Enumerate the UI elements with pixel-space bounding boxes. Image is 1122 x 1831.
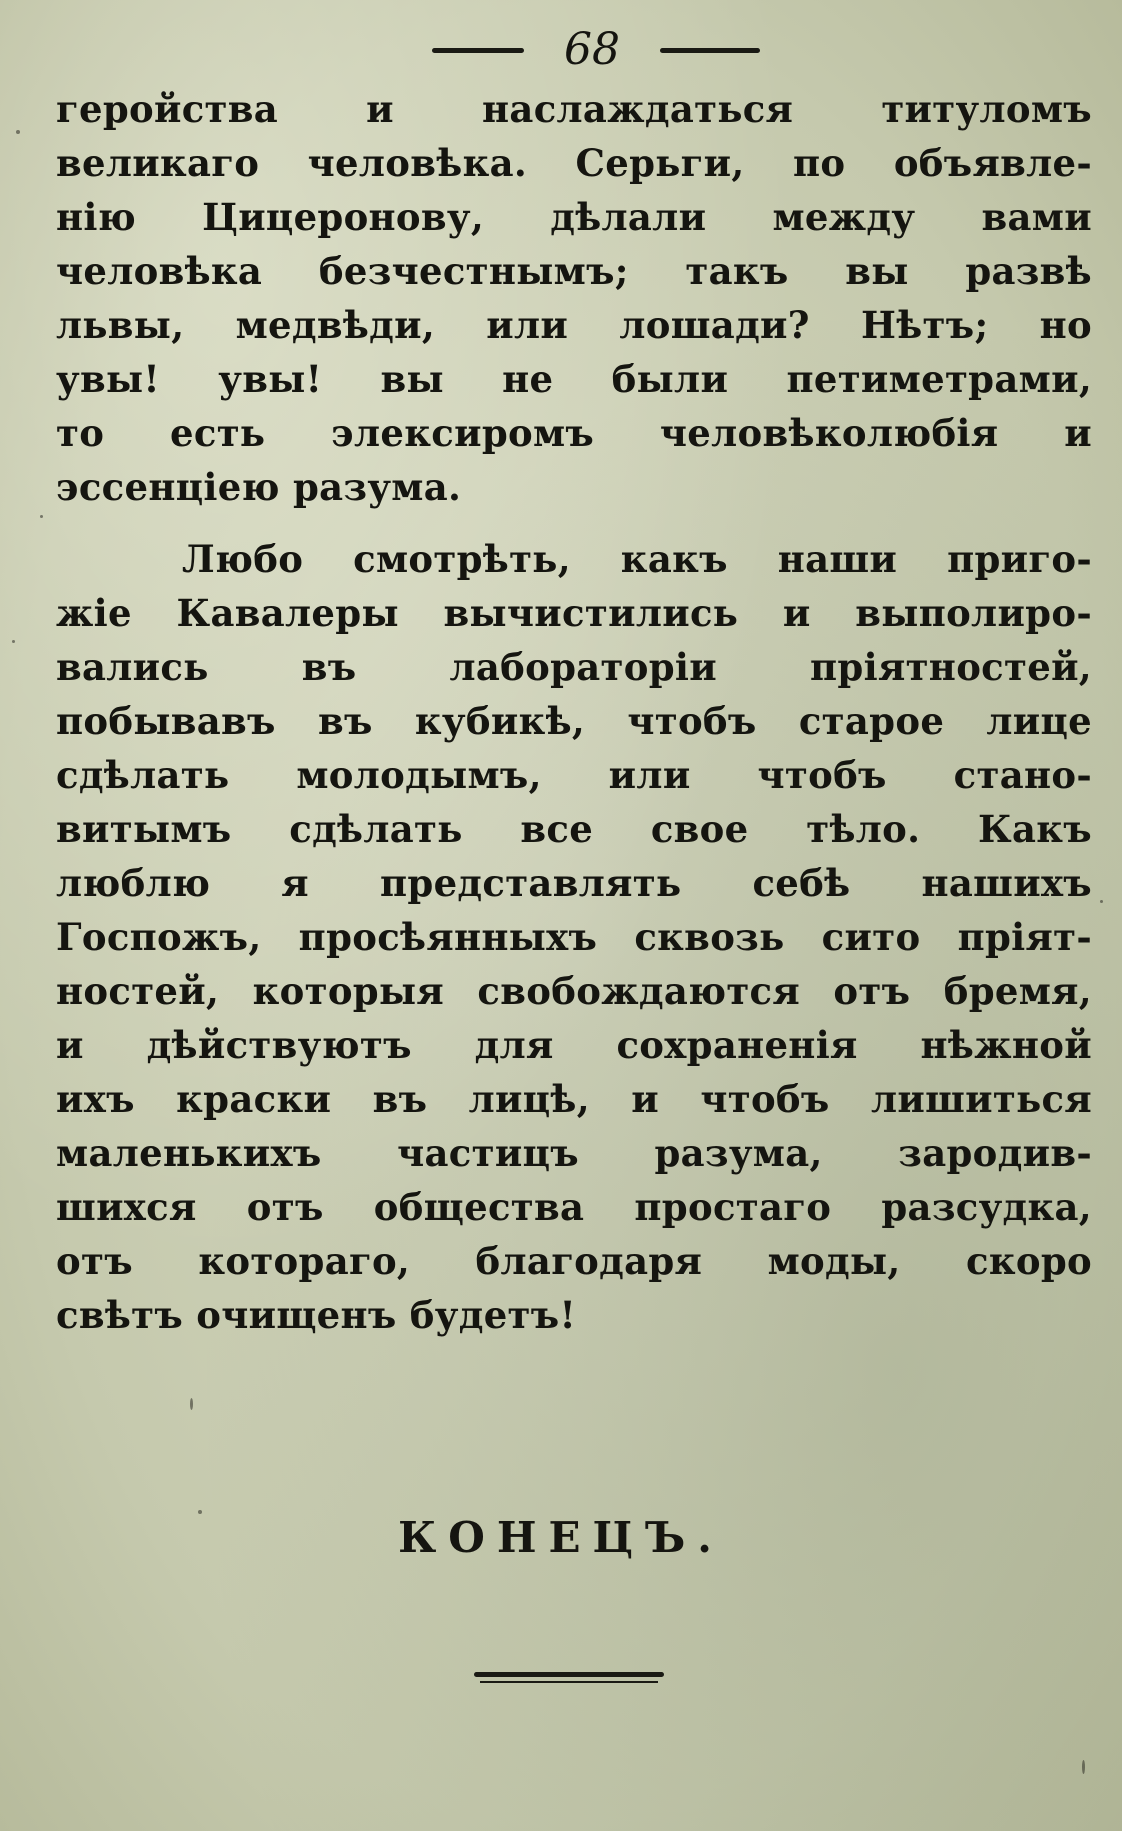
text-line: жіе Кавалеры вычистились и выполиро-	[56, 591, 1092, 635]
text-line: витымъ сдѣлать все свое тѣло. Какъ	[56, 807, 1092, 851]
text-line: побывавъ въ кубикѣ, чтобъ старое лице	[56, 699, 1092, 743]
text-line: львы, медвѣди, или лошади? Нѣтъ; но	[56, 303, 1092, 347]
text-line: человѣка безчестнымъ; такъ вы развѣ	[56, 249, 1092, 293]
text-line: ностей, которыя свобождаются отъ бремя,	[56, 969, 1092, 1013]
text-line: эссенціею разума.	[56, 465, 462, 509]
finis-heading: КОНЕЦЪ.	[398, 1513, 724, 1562]
text-line: отъ котораго, благодаря моды, скоро	[56, 1239, 1092, 1283]
tail-ornament-rule	[474, 1672, 664, 1686]
body-text	[56, 82, 1092, 1342]
text-line: ихъ краски въ лицѣ, и чтобъ лишиться	[56, 1077, 1092, 1121]
header-rule-left	[432, 48, 524, 53]
header-rule-right	[660, 48, 760, 53]
text-line: и дѣйствуютъ для сохраненія нѣжной	[56, 1023, 1092, 1067]
paper-speck	[16, 130, 20, 134]
text-line: люблю я представлять себѣ нашихъ	[56, 861, 1092, 905]
text-line: великаго человѣка. Серьги, по объявле-	[56, 141, 1092, 185]
text-line: геройства и наслаждаться титуломъ	[56, 87, 1092, 131]
tail-rule-thin	[480, 1681, 658, 1683]
text-line: увы! увы! вы не были петиметрами,	[56, 357, 1092, 401]
text-line: сдѣлать молодымъ, или чтобъ стано-	[56, 753, 1092, 797]
text-line: маленькихъ частицъ разума, зародив-	[56, 1131, 1092, 1175]
paragraph-1	[56, 82, 1092, 514]
paper-speck	[1082, 1760, 1085, 1774]
text-line: нію Цицеронову, дѣлали между вами	[56, 195, 1092, 239]
page-number: 68	[564, 24, 620, 75]
tail-rule-thick	[474, 1672, 664, 1677]
text-line: то есть элексиромъ человѣколюбія и	[56, 411, 1092, 455]
paper-speck	[40, 515, 43, 518]
paragraph-2	[56, 532, 1092, 1342]
text-line: Любо смотрѣть, какъ наши приго-	[182, 537, 1092, 581]
page-header	[0, 22, 1122, 78]
paragraph-gap	[56, 514, 1092, 532]
text-line: вались въ лабораторіи пріятностей,	[56, 645, 1092, 689]
paper-speck	[1100, 900, 1103, 903]
paper-speck	[190, 1398, 193, 1410]
text-line: шихся отъ общества простаго разсудка,	[56, 1185, 1092, 1229]
paper-speck	[12, 640, 15, 643]
text-line: свѣтъ очищенъ будетъ!	[56, 1293, 576, 1337]
text-line: Госпожъ, просѣянныхъ сквозь сито пріят-	[56, 915, 1092, 959]
